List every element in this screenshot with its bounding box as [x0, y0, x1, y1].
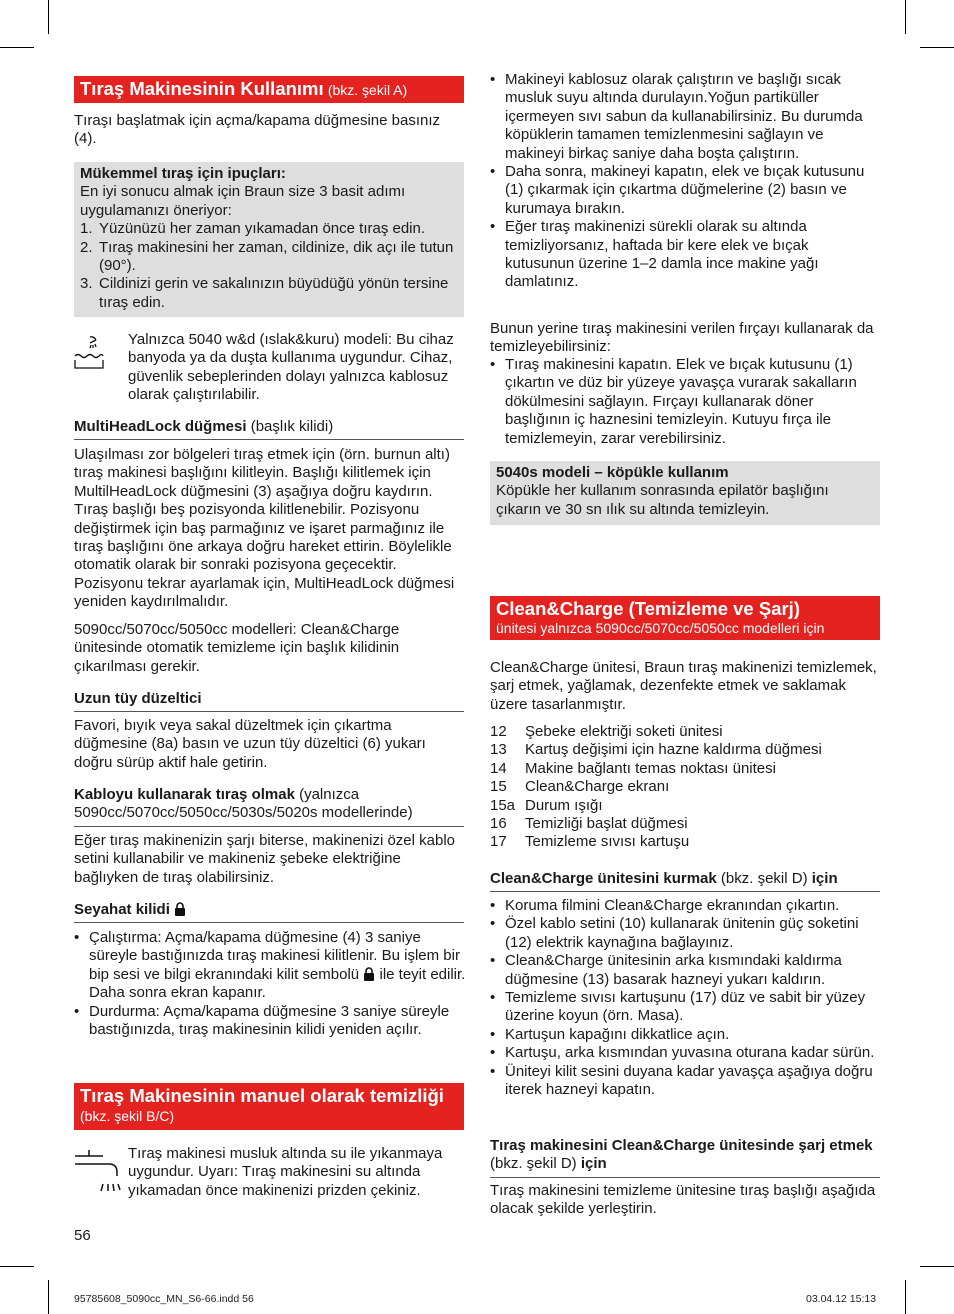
part-label: Temizliği başlat düğmesi — [525, 815, 688, 833]
figure-ref: (bkz. şekil A) — [327, 82, 408, 98]
corded-text: Eğer tıraş makinenizin şarjı biterse, makinenizi özel kablo setini kullanabilir ve makineniz şebeke elektriğine bağlıyken de tıraş olabilirsiniz. — [74, 832, 455, 886]
section-header-usage — [74, 76, 464, 103]
section-subtitle: ünitesi yalnızca 5090cc/5070cc/5050cc modelleri için — [496, 620, 825, 637]
list-item: 2. Tıraş makinesini her zaman, cildinize, dik açı ile tutun (90°). — [80, 238, 454, 275]
list-item: • Özel kablo setini (10) kullanarak ünitenin güç soketini (12) elektrik kaynağına bağlayınız. — [490, 915, 882, 952]
list-item: • Tıraş makinesini kapatın. Elek ve bıçak kutusunu (1) çıkartın ve düz bir yüzeye yavaşça vurarak sakalların dökülmesini sağlayın. Fırçayı kullanarak döner başlığının iç haznesini temizleyin. Kutuyu fırça ile temizlemeyin, zarar verebilirsiniz. — [490, 356, 875, 448]
cleaning-list — [490, 71, 880, 292]
crop-mark — [0, 1266, 34, 1267]
list-item: • Makineyi kablosuz olarak çalıştırın ve başlığı sıcak musluk suyu altında durulayın.Yoğun partiküller içermeyen sıvı sabun da kullanabilirsiniz. Bu durumda köpüklerin tamamen temizlenmesini sağlayın ve makineyi birkaç saniye daha boşta çalıştırın. — [490, 71, 880, 163]
crop-mark — [48, 1280, 49, 1314]
brush-intro: Bunun yerine tıraş makinesini verilen fırçayı kullanarak da temizleyebilirsiniz: — [490, 320, 874, 356]
section-title: Clean&Charge (Temizleme ve Şarj) — [496, 598, 800, 619]
corded-heading: Kabloyu kullanarak tıraş olmak (yalnızca 5090cc/5070cc/5050cc/5030s/5020s modellerinde) — [74, 786, 464, 827]
foam-box — [490, 461, 880, 525]
list-item: • Clean&Charge ünitesinin arka kısmındaki kaldırma düğmesine (13) basarak hazneyi yukarı kaldırın. — [490, 952, 882, 989]
footer-file: 95785608_5090cc_MN_S6-66.indd 56 — [74, 1293, 254, 1305]
part-label: Clean&Charge ekranı — [525, 778, 670, 796]
part-label: Kartuş değişimi için hazne kaldırma düğmesi — [525, 741, 822, 759]
crop-mark — [920, 47, 954, 48]
list-item: • Kartuşun kapağını dikkatlice açın. — [490, 1026, 882, 1044]
list-item: • Kartuşu, arka kısmından yuvasına oturana kadar sürün. — [490, 1044, 882, 1062]
list-item: • Üniteyi kilit sesini duyana kadar yavaşça aşağıya doğru iterek hazneyi kapatın. — [490, 1063, 882, 1100]
figure-ref: (bkz. şekil B/C) — [80, 1108, 175, 1125]
tap-water-icon — [73, 1148, 121, 1192]
lock-icon — [174, 902, 186, 916]
foam-text: Köpükle her kullanım sonrasında epilatör başlığını çıkarın ve 30 sn ılık su altında temizleyin. — [496, 482, 829, 518]
list-item: 3. Cildinizi gerin ve sakalınızın büyüdüğü yönün tersine tıraş edin. — [80, 275, 449, 311]
tap-text: Tıraş makinesi musluk altında su ile yıkanmaya uygundur. Uyarı: Tıraş makinesini su altında yıkamadan önce makinenizi prizden çekiniz. — [128, 1145, 443, 1199]
trimmer-text: Favori, bıyık veya sakal düzeltmek için çıkartma düğmesine (8a) basın ve uzun tüy düzeltici (6) yukarı doğru sürüp aktif hale getirin. — [74, 717, 426, 771]
part-number: 16 — [490, 815, 507, 833]
section-title: Tıraş Makinesinin manuel olarak temizliği — [80, 1085, 444, 1106]
trimmer-heading: Uzun tüy düzeltici — [74, 690, 464, 712]
crop-mark — [905, 1280, 906, 1314]
parts-list — [490, 723, 880, 852]
list-item: • Koruma filmini Clean&Charge ekranından çıkartın. — [490, 897, 882, 915]
section-header-cleaning — [74, 1083, 464, 1130]
crop-mark — [905, 0, 906, 34]
multiheadlock-heading: MultiHeadLock düğmesi (başlık kilidi) — [74, 418, 464, 440]
setup-heading: Clean&Charge ünitesini kurmak (bkz. şekil D) için — [490, 870, 880, 892]
part-number: 15a — [490, 796, 516, 814]
part-number: 15 — [490, 778, 507, 796]
foam-title: 5040s modeli – köpükle kullanım — [496, 464, 729, 481]
charge-heading: Tıraş makinesini Clean&Charge ünitesinde şarj etmek (bkz. şekil D) için — [490, 1137, 880, 1178]
crop-mark — [0, 47, 34, 48]
charge-text: Tıraş makinesini temizleme ünitesine tıraş başlığı aşağıda olacak şekilde yerleştirin. — [490, 1182, 876, 1218]
list-item: • Çalıştırma: Açma/kapama düğmesine (4) 3 saniye süreyle bastığınızda tıraş makinesi kilitlenir. Bu işlem bir bip sesi ve bilgi ekranındaki kilit sembolü ile teyit edilir. Daha sonra ekran kapanır. — [74, 929, 466, 1003]
section-title: Tıraş Makinesinin Kullanımı — [80, 78, 324, 99]
tips-list — [80, 220, 458, 312]
crop-mark — [920, 1266, 954, 1267]
part-label: Durum ışığı — [525, 796, 603, 814]
travel-lock-heading: Seyahat kilidi — [74, 901, 464, 923]
part-label: Şebeke elektriği soketi ünitesi — [525, 723, 723, 740]
list-item: • Durdurma: Açma/kapama düğmesine 3 saniye süreyle bastığınızda, tıraş makinesinin kilidi yeniden açılır. — [74, 1003, 466, 1040]
setup-list — [490, 897, 882, 1099]
lock-icon — [363, 967, 375, 981]
tips-title: Mükemmel tıraş için ipuçları: — [80, 165, 286, 182]
clean-charge-intro: Clean&Charge ünitesi, Braun tıraş makinenizi temizlemek, şarj etmek, yağlamak, dezenfekte etmek ve saklamak üzere tasarlanmıştır. — [490, 659, 877, 713]
part-label: Temizleme sıvısı kartuşu — [525, 833, 690, 851]
tips-box — [74, 162, 464, 317]
list-item: • Daha sonra, makineyi kapatın, elek ve bıçak kutusunu (1) çıkarmak için çıkartma düğmelerine (2) basın ve kurumaya bırakın. — [490, 163, 880, 218]
list-item: • Temizleme sıvısı kartuşunu (17) düz ve sabit bir yüzey üzerine koyun (örn. Masa). — [490, 989, 882, 1026]
models-text: 5090cc/5070cc/5050cc modelleri: Clean&Charge ünitesinde otomatik temizleme için başlık kilidinin çıkarılması gerekir. — [74, 621, 400, 675]
part-number: 17 — [490, 833, 507, 851]
travel-lock-list — [74, 929, 466, 1039]
tips-intro: En iyi sonucu almak için Braun size 3 basit adımı uygulamanızı öneriyor: — [80, 183, 406, 219]
part-number: 12 — [490, 723, 507, 740]
wet-model-note: Yalnızca 5040 w&d (ıslak&kuru) modeli: Bu cihaz banyoda ya da duşta kullanıma uygundur. Cihaz, güvenlik sebeplerinden dolayı yalnızca kablosuz olarak çalıştırılabilir. — [128, 331, 454, 404]
part-label: Makine bağlantı temas noktası ünitesi — [525, 759, 776, 777]
brush-list — [490, 356, 875, 448]
page-number: 56 — [74, 1227, 91, 1244]
list-item: 1. Yüzünüzü her zaman yıkamadan önce tıraş edin. — [80, 220, 426, 238]
list-item: • Eğer tıraş makinenizi sürekli olarak su altında temizliyorsanız, haftada bir kere elek ve bıçak kutusunun üzerine 1–2 damla ince makine yağı damlatınız. — [490, 218, 880, 292]
bath-shower-icon — [73, 334, 105, 370]
footer-date: 03.04.12 15:13 — [806, 1293, 877, 1305]
part-number: 14 — [490, 759, 507, 777]
crop-mark — [48, 0, 49, 34]
part-number: 13 — [490, 741, 507, 759]
section-header-clean-charge — [490, 596, 880, 640]
intro-text: Tıraşı başlatmak için açma/kapama düğmesine basınız (4). — [74, 112, 440, 148]
multiheadlock-text: Ulaşılması zor bölgeleri tıraş etmek için (örn. burnun altı) tıraş makinesi başlığını kilitleyin. Başlığı kilitlemek için MultilHeadLock düğmesini (3) aşağıya doğru kaydırın. Tıraş başlığı beş pozisyonda kilitlenebilir. Pozisyonu değiştirmek için baş parmağınız ve işaret parmağınız ile tıraş başlığını öne arkaya doğru hareket ettirin. Böylelikle otomatik olarak bir sonraki pozisyona geçecektir. Pozisyonu tekrar ayarlamak için, MultiHeadLock düğmesi yeniden kaydırılmalıdır. — [74, 446, 455, 611]
